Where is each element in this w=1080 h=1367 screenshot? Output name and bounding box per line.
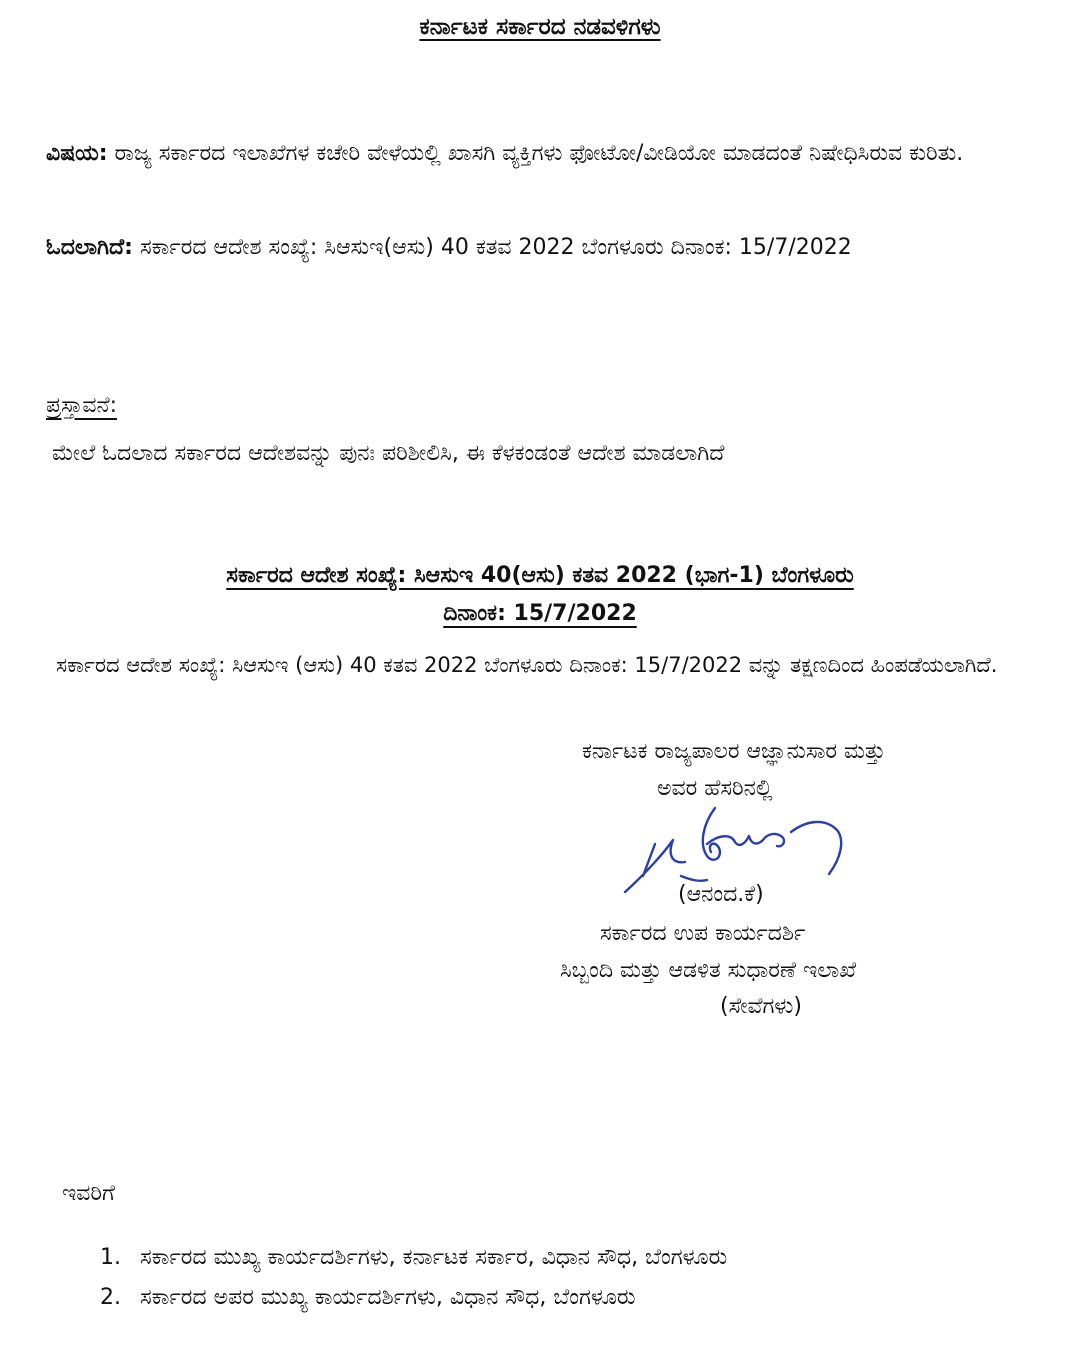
subject-paragraph <box>46 132 1036 175</box>
signatory-name: (ಆನಂದ.ಕೆ) <box>678 882 764 907</box>
subject-label: ವಿಷಯ: <box>46 141 108 166</box>
signoff-line1: ಕರ್ನಾಟಕ ರಾಜ್ಯಪಾಲರ ಆಜ್ಞಾನುಸಾರ ಮತ್ತು <box>582 739 886 764</box>
to-label: ಇವರಿಗೆ <box>62 1181 115 1206</box>
read-text: ಸರ್ಕಾರದ ಆದೇಶ ಸಂಖ್ಯೆ: ಸಿಆಸುಇ(ಆಸು) 40 ಕತವ 2022 ಬೆಂಗಳೂರು ದಿನಾಂಕ: 15/7/2022 <box>139 235 852 260</box>
signoff-line2: ಅವರ ಹೆಸರಿನಲ್ಲಿ <box>657 776 773 801</box>
list-item: 2. ಸರ್ಕಾರದ ಅಪರ ಮುಖ್ಯ ಕಾರ್ಯದರ್ಶಿಗಳು, ವಿಧಾನ ಸೌಧ, ಬೆಂಗಳೂರು <box>100 1285 636 1310</box>
read-paragraph <box>46 226 1036 269</box>
read-label: ಓದಲಾಗಿದೆ: <box>46 235 133 260</box>
list-item: 1. ಸರ್ಕಾರದ ಮುಖ್ಯ ಕಾರ್ಯದರ್ಶಿಗಳು, ಕರ್ನಾಟಕ ಸರ್ಕಾರ, ವಿಧಾನ ಸೌಧ, ಬೆಂಗಳೂರು <box>100 1245 728 1270</box>
document-title: ಕರ್ನಾಟಕ ಸರ್ಕಾರದ ನಡವಳಿಗಳು <box>419 14 661 40</box>
signatory-designation: ಸರ್ಕಾರದ ಉಪ ಕಾರ್ಯದರ್ಶಿ <box>600 921 806 946</box>
signatory-section: (ಸೇವೆಗಳು) <box>720 994 802 1019</box>
order-heading-line1: ಸರ್ಕಾರದ ಆದೇಶ ಸಂಖ್ಯೆ: ಸಿಆಸುಇ 40(ಆಸು) ಕತವ 2022 (ಭಾಗ-1) ಬೆಂಗಳೂರು <box>226 563 854 588</box>
order-heading-line2: ದಿನಾಂಕ: 15/7/2022 <box>443 601 637 626</box>
subject-text: ರಾಜ್ಯ ಸರ್ಕಾರದ ಇಲಾಖೆಗಳ ಕಚೇರಿ ವೇಳೆಯಲ್ಲಿ ಖಾಸಗಿ ವ್ಯಕ್ತಿಗಳು ಫೋಟೋ/ವೀಡಿಯೋ ಮಾಡದಂತೆ ನಿಷೇಧಿಸಿರುವ ಕುರಿತು. <box>114 141 964 166</box>
signatory-department: ಸಿಬ್ಬಂದಿ ಮತ್ತು ಆಡಳಿತ ಸುಧಾರಣೆ ಇಲಾಖೆ <box>560 958 857 983</box>
order-text: ಸರ್ಕಾರದ ಆದೇಶ ಸಂಖ್ಯೆ: ಸಿಆಸುಇ (ಆಸು) 40 ಕತವ 2022 ಬೆಂಗಳೂರು ದಿನಾಂಕ: 15/7/2022 ವನ್ನು ತಕ್ಷಣದಿಂದ ಹಿಂಪಡೆಯಲಾಗಿದೆ. <box>56 653 998 677</box>
preamble-text: ಮೇಲೆ ಓದಲಾದ ಸರ್ಕಾರದ ಆದೇಶವನ್ನು ಪುನಃ ಪರಿಶೀಲಿಸಿ, ಈ ಕೆಳಕಂಡಂತೆ ಆದೇಶ ಮಾಡಲಾಗಿದೆ <box>52 441 725 466</box>
preamble-heading: ಪ್ರಸ್ತಾವನೆ: <box>46 393 118 418</box>
recipient-list <box>100 1238 1040 1318</box>
